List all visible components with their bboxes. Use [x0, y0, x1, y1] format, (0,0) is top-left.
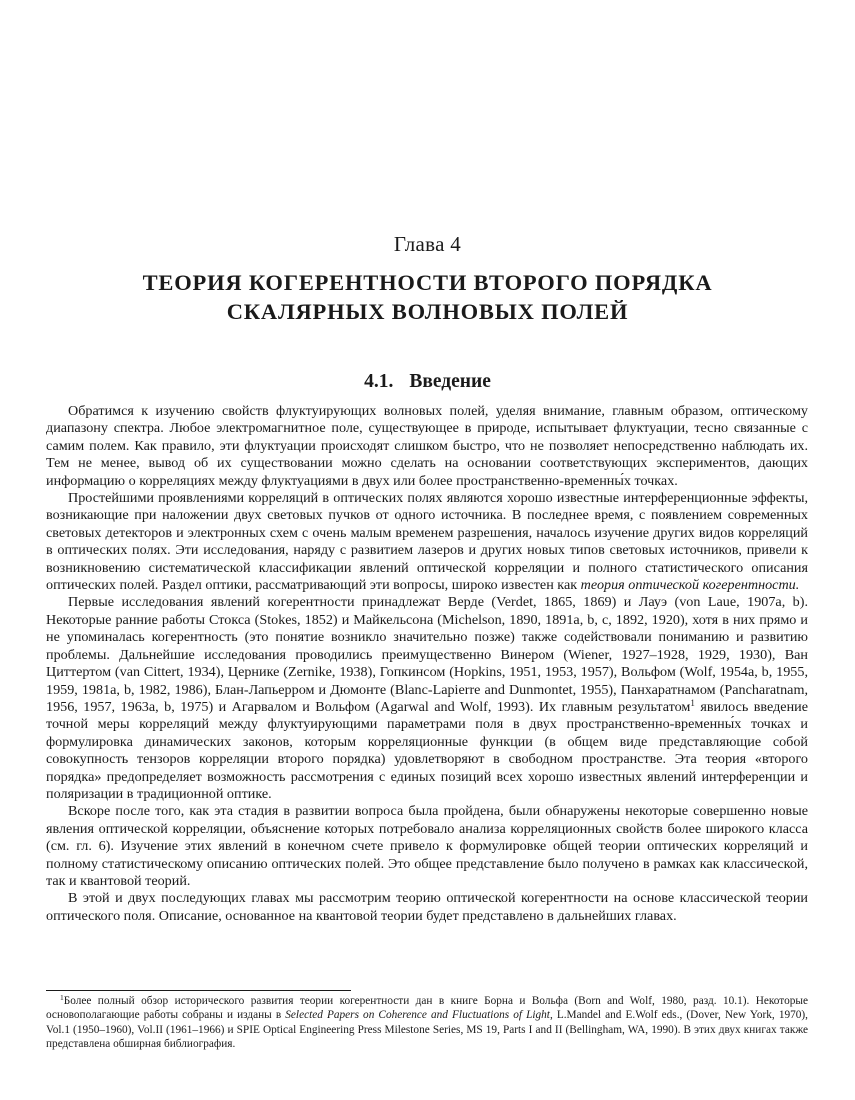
paragraph: Вскоре после того, как эта стадия в развитии вопроса была пройдена, были обнаружены некоторые совершенно новые явления оптической корреляции, объяснение которых потребовало анализа корреляционных свойств более широкого класса (см. гл. 6). Изучение этих явлений в конечном счете привело к формулировке общей теории оптических корреляций и полному статистическому описанию оптических полей. Это общее представление было получено в рамках как классической, так и квантовой теорий.: [46, 803, 808, 889]
section-heading: [0, 371, 855, 393]
paragraph-text: явилось введение точной меры корреляций между флуктуирующими параметрами поля в двух пространственно-временны́х точках и формулировка динамических законов, которым корреляционные функции (в общем виде представляющие собой совокупность тензоров корреляции второго порядка) удовлетворяют в свободном пространстве. Эта теория «второго порядка» предопределяет возможность рассмотрения с единых позиций всех хорошо известных явлений интерференции и поляризации в традиционной оптике.: [46, 698, 808, 802]
footnote-mark: 1: [60, 993, 64, 1002]
chapter-title: [60, 268, 795, 326]
book-title: Selected Papers on Coherence and Fluctuations of Light: [285, 1009, 550, 1022]
footnote-reference[interactable]: 1: [690, 697, 695, 708]
body-text: [46, 403, 808, 925]
paragraph: Обратимся к изучению свойств флуктуирующих волновых полей, уделяя внимание, главным образом, оптическому диапазону спектра. Любое электромагнитное поле, существующее в природе, испытывает флуктуации, тесно связанные с самим полем. Как правило, эти флуктуации происходят слишком быстро, что не позволяет непосредственно наблюдать их. Тем не менее, вывод об их существовании можно сделать на основании соответствующих экспериментов, дающих информацию о корреляциях между флуктуациями в двух или более пространственно-временны́х точках.: [46, 403, 808, 489]
footnote-divider: [46, 990, 351, 991]
paragraph-text: Первые исследования явлений когерентности принадлежат Верде (Verdet, 1865, 1869) и Лауэ (von Laue, 1907a, b). Некоторые ранние работы Стокса (Stokes, 1852) и Майкельсона (Michelson, 1890, 1891a, b, c, 1892, 1920), хотя в них прямо и не упоминалась когерентность (это понятие возникло значительно позже) также содействовали пониманию и развитию проблемы. Дальнейшие исследования проводились преимущественно Винером (Wiener, 1927–1928, 1929, 1930), Ван Циттертом (van Cittert, 1934), Цернике (Zernike, 1938), Гопкинсом (Hopkins, 1951, 1953, 1957), Вольфом (Wolf, 1954a, b, 1955, 1959, 1981a, b, 1982, 1986), Блан-Лапьерром и Дюмонте (Blanc-Lapierre and Dunmontet, 1955), Панхаратнамом (Pancharatnam, 1956, 1957, 1963a, b, 1975) и Агарвалом и Вольфом (Agarwal and Wolf, 1993). Их главным результатом: [46, 594, 808, 715]
paragraph: [46, 594, 808, 803]
chapter-title-line: СКАЛЯРНЫХ ВОЛНОВЫХ ПОЛЕЙ: [226, 299, 629, 324]
section-title: Введение: [409, 371, 491, 392]
emphasized-term: теория оптической когерентности.: [580, 577, 800, 594]
paragraph: [46, 490, 808, 594]
footnote-text: , L.Mandel and E.Wolf eds., (Dover, New York, 1970), Vol.1 (1950–1960), Vol.II (1961–1966) и SPIE Optical Engineering Press Milestone Series, MS 19, Parts I and II (Bellingham, WA, 1990). В этих двух книгах также представлена обширная библиография.: [46, 1009, 808, 1051]
paragraph: В этой и двух последующих главах мы рассмотрим теорию оптической когерентности на основе классической теории оптического поля. Описание, основанное на квантовой теории будет представлено в дальнейших главах.: [46, 890, 808, 924]
footnotes: [46, 994, 808, 1052]
paragraph-text: Простейшими проявлениями корреляций в оптических полях являются хорошо известные интерференционные эффекты, возникающие при наложении двух световых пучков от одного источника. В последнее время, с появлением современных световых детекторов и электронных схем с очень малым временем разрешения, началось изучение других видов корреляций в оптических полях. Эти исследования, наряду с развитием лазеров и других новых типов световых источников, привели к возникновению систематической классификации явлений оптической корреляции и полного статистического описания оптических полей. Раздел оптики, рассматривающий эти вопросы, широко известен как: [46, 490, 808, 594]
footnote-text: Более полный обзор исторического развития теории когерентности дан в книге Борна и Вольфа (Born and Wolf, 1980, разд. 10.1). Некоторые основополагающие работы собраны и изданы в: [46, 995, 808, 1022]
chapter-label: Глава 4: [393, 232, 462, 256]
chapter-title-line: ТЕОРИЯ КОГЕРЕНТНОСТИ ВТОРОГО ПОРЯДКА: [142, 270, 713, 295]
section-number: 4.1.: [364, 371, 394, 392]
footnote: [46, 994, 808, 1052]
